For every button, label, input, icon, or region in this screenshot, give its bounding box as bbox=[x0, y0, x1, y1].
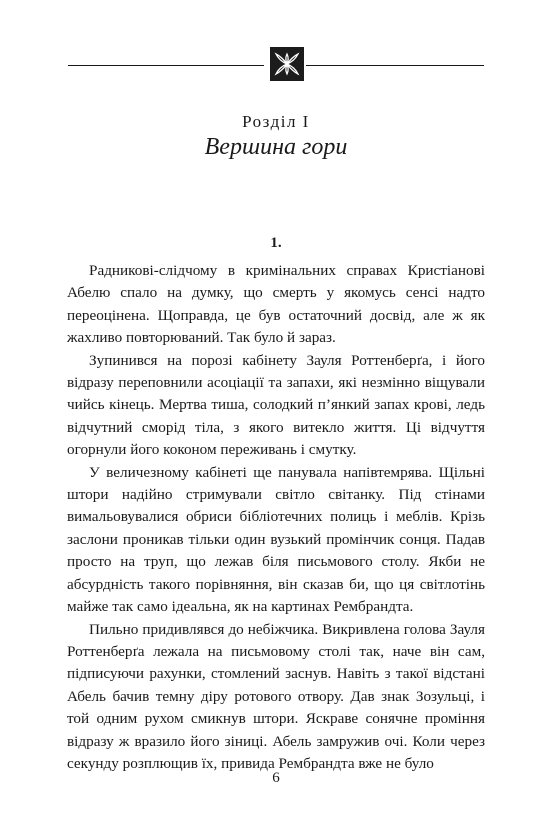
body-text bbox=[67, 260, 485, 775]
divider-line-left bbox=[68, 65, 264, 66]
chapter-label: Розділ I bbox=[242, 112, 310, 131]
page-number: 6 bbox=[272, 770, 280, 786]
section-number: 1. bbox=[270, 235, 282, 251]
chapter-title: Вершина гори bbox=[204, 134, 348, 160]
paragraph: Радникові-слідчому в кримінальних справах Кристіанові Абелю спало на думку, що смерть у якомусь сенсі надто переоцінена. Щоправда, це був остаточний досвід, але ж як жахливо повторюваний. Так було й зараз. bbox=[67, 262, 485, 347]
paragraph: Пильно придивлявся до небіжчика. Викривлена голова Зауля Роттенберґа лежала на письмовому столі так, наче він сам, підписуючи рахунки, стомлений заснув. Навіть з такої відстані Абель бачив темну діру ротового отвору. Дав знак Зозульці, і той одним рухом смикнув штори. Яскраве сонячне проміння відразу ж вразило його зіниці. Абель замружив очі. Коли через секунду розплющив їх, привида Рембрандта вже не було bbox=[67, 620, 485, 772]
paragraph: У величезному кабінеті ще панувала напівтемрява. Щільні штори надійно стримували світло світанку. Під стінами вимальовувалися обриси бібліотечних полиць і меблів. Крізь заслони проникав тільки один вузький промінчик сонця. Падав просто на труп, що лежав біля письмового столу. Якби не абсурдність такого порівняння, він сказав би, що ця світлотінь майже так само ідеальна, як на картинах Рембрандта. bbox=[67, 463, 485, 616]
four-petal-flower-ornament-icon bbox=[270, 47, 304, 81]
paragraph: Зупинився на порозі кабінету Зауля Роттенберґа, і його відразу переповнили асоціації та запахи, які незмінно віщували чийсь кінець. Мертва тиша, солодкий п’янкий запах крові, ледь відчутний сморід тіла, з якого витекло життя. Ці відчуття огорнули його коконом переживань і смутку. bbox=[67, 351, 485, 459]
divider-line-right bbox=[306, 65, 484, 66]
